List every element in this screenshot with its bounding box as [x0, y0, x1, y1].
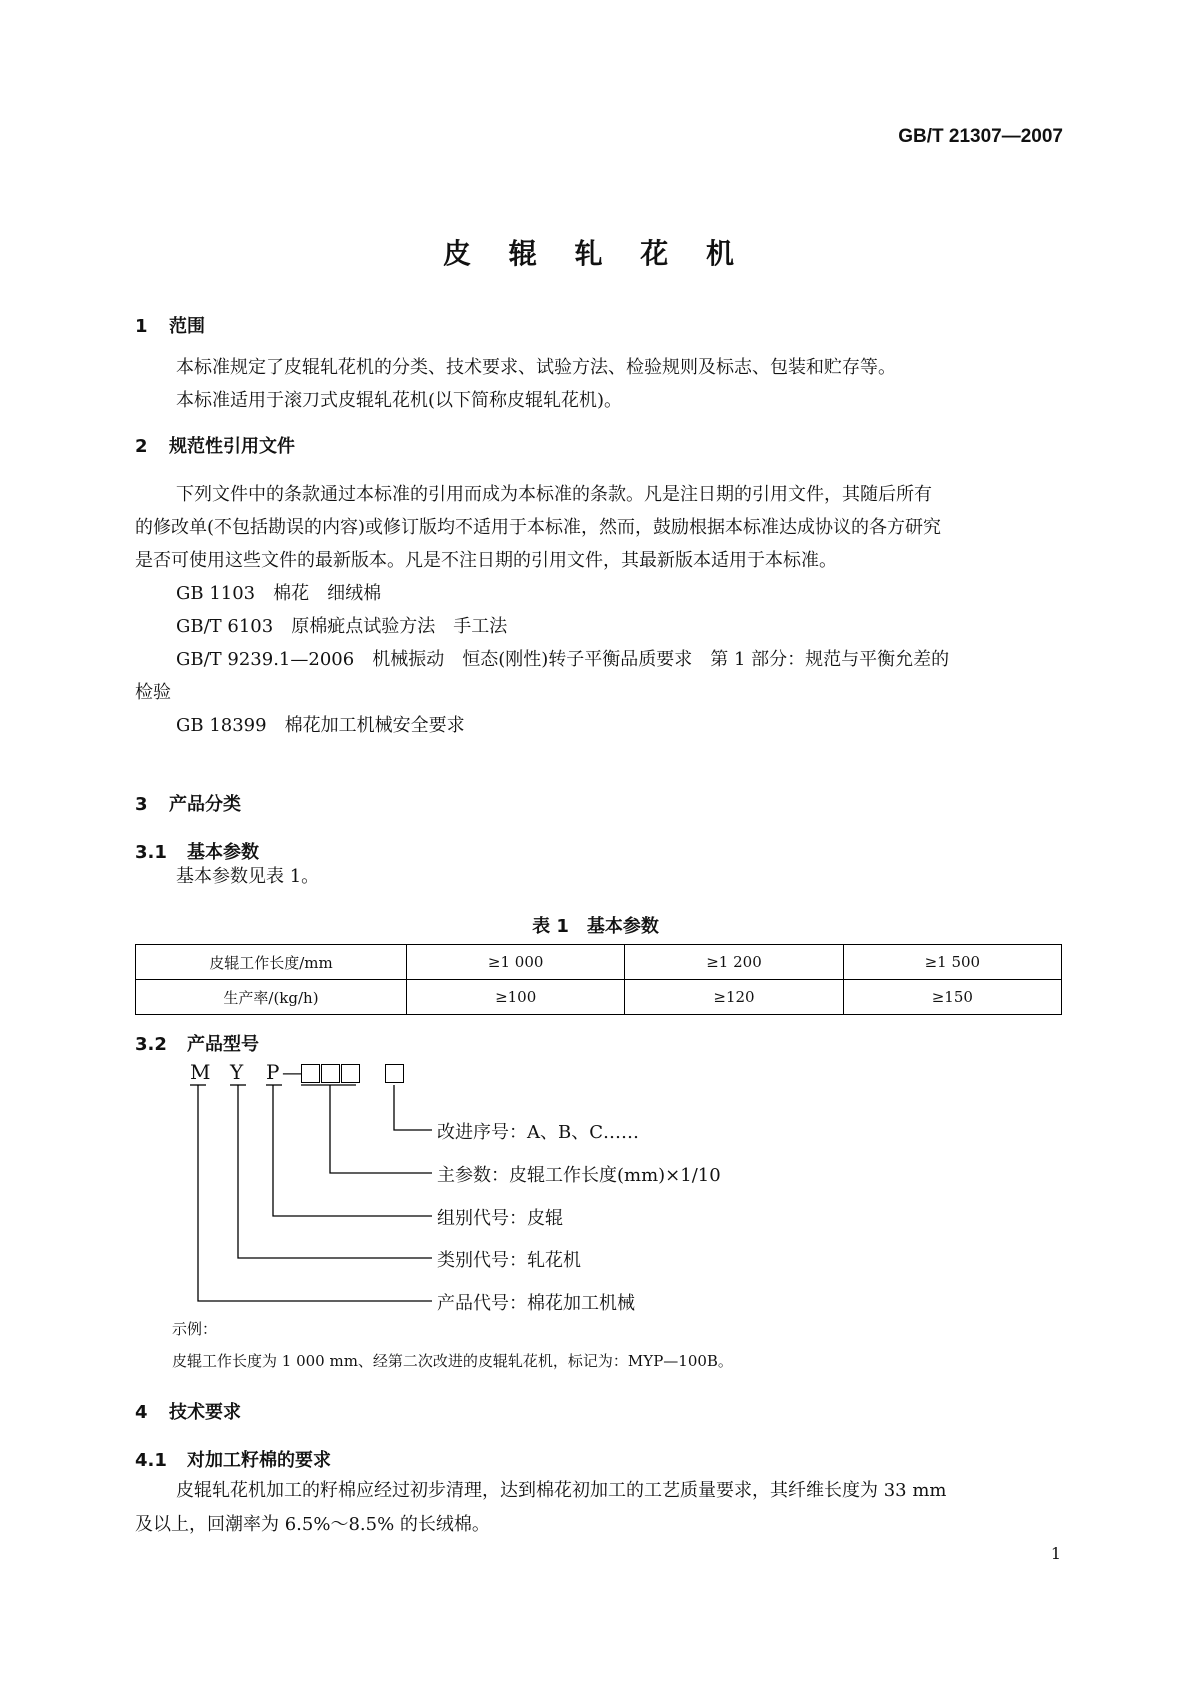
section-4-heading — [135, 1398, 241, 1424]
reference-gb18399: GB 18399 棉花加工机械安全要求 — [176, 715, 465, 736]
page-number: 1 — [1050, 1544, 1061, 1563]
model-code-letter-m: M — [190, 1060, 211, 1084]
subsection-number: 3.1 — [135, 842, 167, 863]
section-number: 1 — [135, 316, 148, 337]
legend-category-code: 类别代号：轧花机 — [437, 1250, 581, 1271]
table-cell: ≥1 500 — [843, 945, 1061, 980]
reference-gb1103: GB 1103 棉花 细绒棉 — [176, 583, 382, 604]
section-1-para-1: 本标准规定了皮辊轧花机的分类、技术要求、试验方法、检验规则及标志、包装和贮存等。 — [176, 357, 896, 378]
subsection-title: 产品型号 — [187, 1034, 259, 1055]
section-title: 技术要求 — [169, 1402, 241, 1423]
table-caption: 表 1 基本参数 — [532, 916, 659, 937]
table-cell: ≥150 — [843, 980, 1061, 1015]
section-title: 范围 — [169, 316, 205, 337]
reference-gbt9239: GB/T 9239.1—2006 机械振动 恒态(刚性)转子平衡品质要求 第 1 部分：规范与平衡允差的 — [176, 649, 950, 670]
legend-product-code: 产品代号：棉花加工机械 — [437, 1293, 635, 1314]
table-cell: 皮辊工作长度/mm — [136, 945, 407, 980]
table-cell: ≥100 — [407, 980, 625, 1015]
model-code-letter-p: P — [266, 1060, 280, 1084]
section-title: 规范性引用文件 — [169, 436, 295, 457]
section-number: 3 — [135, 794, 148, 815]
subsection-number: 3.2 — [135, 1034, 167, 1055]
section-title: 产品分类 — [169, 794, 241, 815]
section-1-para-2: 本标准适用于滚刀式皮辊轧花机(以下简称皮辊轧花机)。 — [176, 390, 623, 411]
section-2-intro-line-2: 的修改单(不包括勘误的内容)或修订版均不适用于本标准，然而，鼓励根据本标准达成协议的各方研究 — [135, 517, 942, 538]
model-code-dash: — — [282, 1060, 302, 1084]
reference-gbt6103: GB/T 6103 原棉疵点试验方法 手工法 — [176, 616, 508, 637]
subsection-title: 对加工籽棉的要求 — [187, 1450, 331, 1471]
section-4-1-line-2: 及以上，回潮率为 6.5%～8.5% 的长绒棉。 — [135, 1514, 490, 1535]
document-title: 皮 辊 轧 花 机 — [443, 237, 748, 270]
table-cell: ≥120 — [625, 980, 843, 1015]
legend-revision-number: 改进序号：A、B、C…… — [437, 1122, 639, 1143]
table-cell: 生产率/(kg/h) — [136, 980, 407, 1015]
standard-number: GB/T 21307—2007 — [898, 126, 1063, 147]
section-2-intro-line-1: 下列文件中的条款通过本标准的引用而成为本标准的条款。凡是注日期的引用文件，其随后所有 — [176, 484, 932, 505]
table-cell: ≥1 000 — [407, 945, 625, 980]
subsection-number: 4.1 — [135, 1450, 167, 1471]
example-text: 皮辊工作长度为 1 000 mm、经第二次改进的皮辊轧花机，标记为：MYP—100B。 — [172, 1352, 733, 1370]
reference-gbt9239-cont: 检验 — [135, 682, 171, 703]
section-4-1-line-1: 皮辊轧花机加工的籽棉应经过初步清理，达到棉花初加工的工艺质量要求，其纤维长度为 33 mm — [176, 1480, 947, 1501]
subsection-title: 基本参数 — [187, 842, 259, 863]
section-number: 2 — [135, 436, 148, 457]
section-number: 4 — [135, 1402, 148, 1423]
model-code-letter-y: Y — [230, 1060, 244, 1084]
legend-main-parameter: 主参数：皮辊工作长度(mm)×1/10 — [437, 1165, 721, 1186]
section-3-1-text: 基本参数见表 1。 — [176, 866, 320, 887]
section-4-1-heading — [135, 1446, 331, 1472]
section-2-intro-line-3: 是否可使用这些文件的最新版本。凡是不注日期的引用文件，其最新版本适用于本标准。 — [135, 550, 837, 571]
table-cell: ≥1 200 — [625, 945, 843, 980]
example-label: 示例： — [172, 1320, 218, 1338]
legend-group-code: 组别代号：皮辊 — [437, 1208, 563, 1229]
